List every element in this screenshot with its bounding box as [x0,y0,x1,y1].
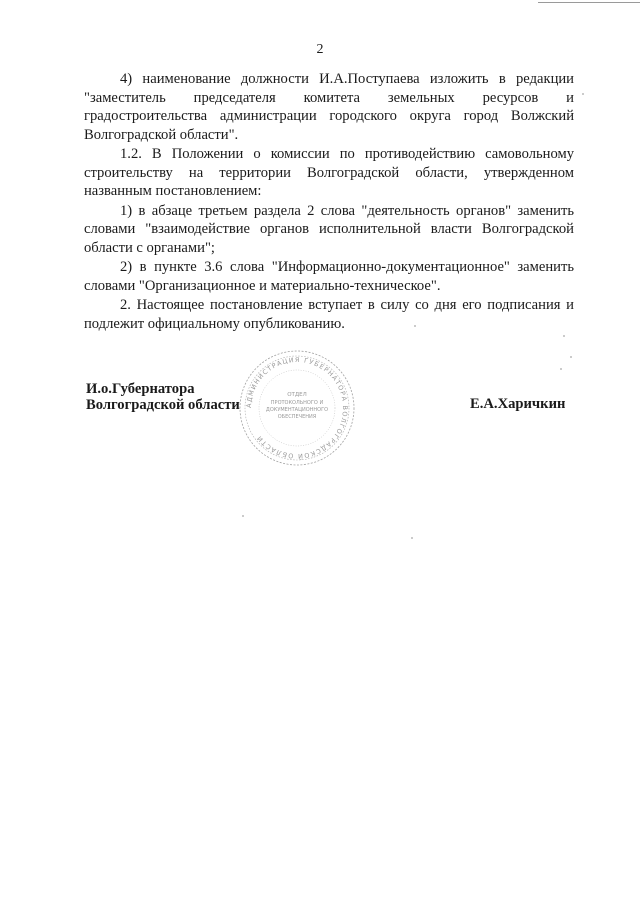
scan-speck [582,93,584,95]
paragraph-1-2: 1.2. В Положении о комиссии по противодействию самовольному строительству на территории Волгоградской области, утвержденном названным постановлением: [84,146,574,199]
signatory-title [86,381,240,413]
official-stamp [237,348,357,468]
stamp-center-line-1: ОТДЕЛ [287,392,307,398]
page-number: 2 [316,42,324,57]
signatory-title-line-1: И.о.Губернатора [86,381,195,397]
paragraph-2: 2. Настоящее постановление вступает в силу со дня его подписания и подлежит официальному опубликованию. [84,297,574,332]
scan-speck [242,515,244,517]
top-edge-line [538,2,640,3]
scan-speck [570,356,572,358]
scan-speck [560,368,562,370]
signatory-title-line-2: Волгоградской области [86,397,240,413]
document-body [84,70,574,333]
scan-speck [414,325,416,327]
paragraph-item-4: 4) наименование должности И.А.Поступаева изложить в редакции "заместитель председателя комитета земельных ресурсов и градостроительства администрации городского округа город Волжский Волгоградской области". [84,71,574,143]
stamp-ring-text: АДМИНИСТРАЦИЯ ГУБЕРНАТОРА ВОЛГОГРАДСКОЙ ОБЛАСТИ [244,355,350,461]
stamp-center-line-4: ОБЕСПЕЧЕНИЯ [277,414,317,420]
scan-speck [411,537,413,539]
stamp-center-line-2: ПРОТОКОЛЬНОГО И [270,400,324,406]
scan-speck [563,335,565,337]
signatory-name: Е.А.Харичкин [470,396,566,412]
paragraph-sub-1: 1) в абзаце третьем раздела 2 слова "деятельность органов" заменить словами "взаимодействие органов исполнительной власти Волгоградской области с органами"; [84,202,574,256]
paragraph-sub-2: 2) в пункте 3.6 слова "Информационно-документационное" заменить словами "Организационное и материально-техническое". [84,259,574,294]
stamp-center-line-3: ДОКУМЕНТАЦИОННОГО [265,407,329,413]
